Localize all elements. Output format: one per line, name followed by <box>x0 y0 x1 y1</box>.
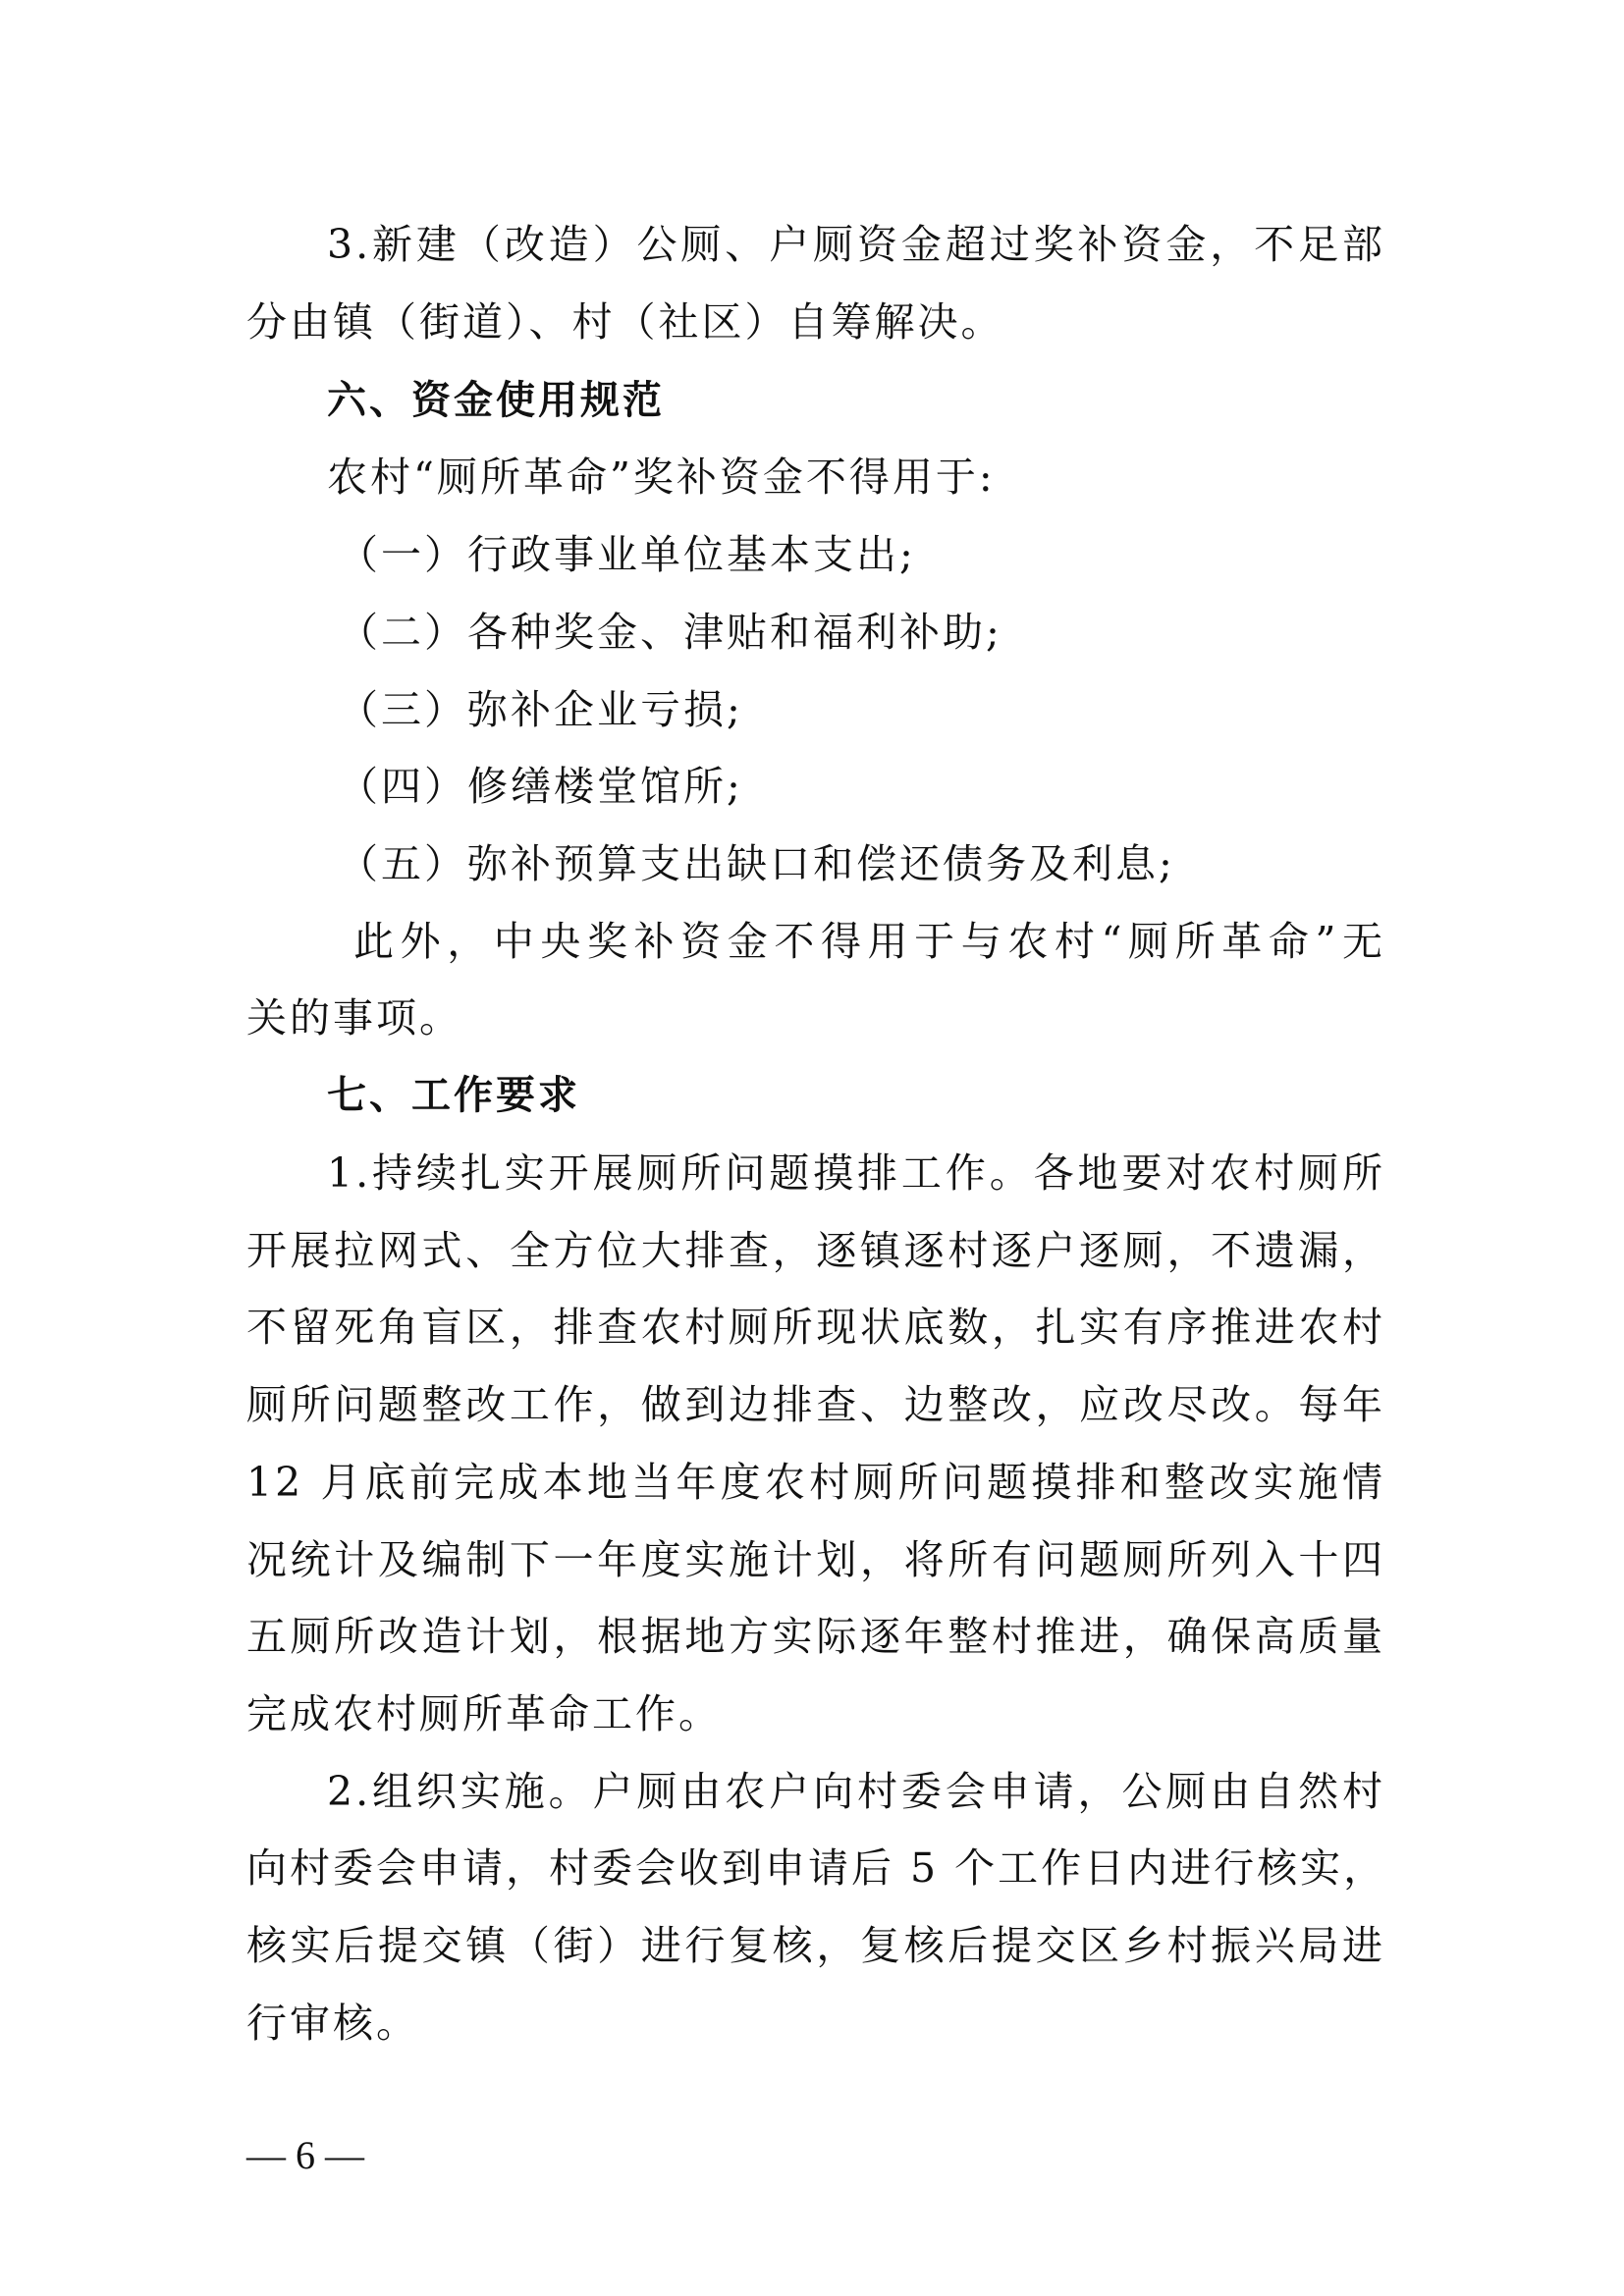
paragraph-line: 厕所问题整改工作，做到边排查、边整改，应改尽改。每年 <box>246 1381 1385 1428</box>
paragraph-line: 分由镇（街道）、村（社区）自筹解决。 <box>246 298 1004 346</box>
paragraph-line: 12 月底前完成本地当年度农村厕所问题摸排和整改实施情 <box>246 1459 1385 1506</box>
list-item: （五）弥补预算支出缺口和偿还债务及利息; <box>338 840 1175 887</box>
paragraph-line: 开展拉网式、全方位大排查，逐镇逐村逐户逐厕，不遗漏， <box>246 1227 1385 1274</box>
paragraph-line: 五厕所改造计划，根据地方实际逐年整村推进，确保高质量 <box>246 1613 1385 1660</box>
paragraph-line: 向村委会申请，村委会收到申请后 5 个工作日内进行核实， <box>246 1844 1387 1892</box>
list-item: （四）修缮楼堂馆所; <box>338 763 743 810</box>
paragraph-line: 3.新建（改造）公厕、户厕资金超过奖补资金，不足部 <box>327 221 1385 268</box>
paragraph-line: 完成农村厕所革命工作。 <box>246 1690 722 1737</box>
paragraph-line: 行审核。 <box>246 2000 419 2047</box>
list-item: （一）行政事业单位基本支出; <box>338 531 916 578</box>
paragraph-line: 此外，中央奖补资金不得用于与农村“厕所革命”无 <box>353 918 1385 965</box>
paragraph-line: 关的事项。 <box>246 994 462 1041</box>
paragraph-line: 农村“厕所革命”奖补资金不得用于: <box>327 454 996 501</box>
list-item: （三）弥补企业亏损; <box>338 686 743 733</box>
paragraph-line: 核实后提交镇（街）进行复核，复核后提交区乡村振兴局进 <box>246 1922 1385 1969</box>
paragraph-line: 不留死角盲区，排查农村厕所现状底数，扎实有序推进农村 <box>246 1304 1385 1351</box>
list-item: （二）各种奖金、津贴和福利补助; <box>338 609 1002 656</box>
section-heading: 六、资金使用规范 <box>327 378 665 423</box>
section-heading: 七、工作要求 <box>327 1073 580 1118</box>
paragraph-line: 1.持续扎实开展厕所问题摸排工作。各地要对农村厕所 <box>327 1149 1385 1197</box>
page-number: — 6 — <box>246 2133 364 2177</box>
paragraph-line: 况统计及编制下一年度实施计划，将所有问题厕所列入十四 <box>246 1536 1385 1583</box>
paragraph-line: 2.组织实施。户厕由农户向村委会申请，公厕由自然村 <box>327 1768 1385 1815</box>
